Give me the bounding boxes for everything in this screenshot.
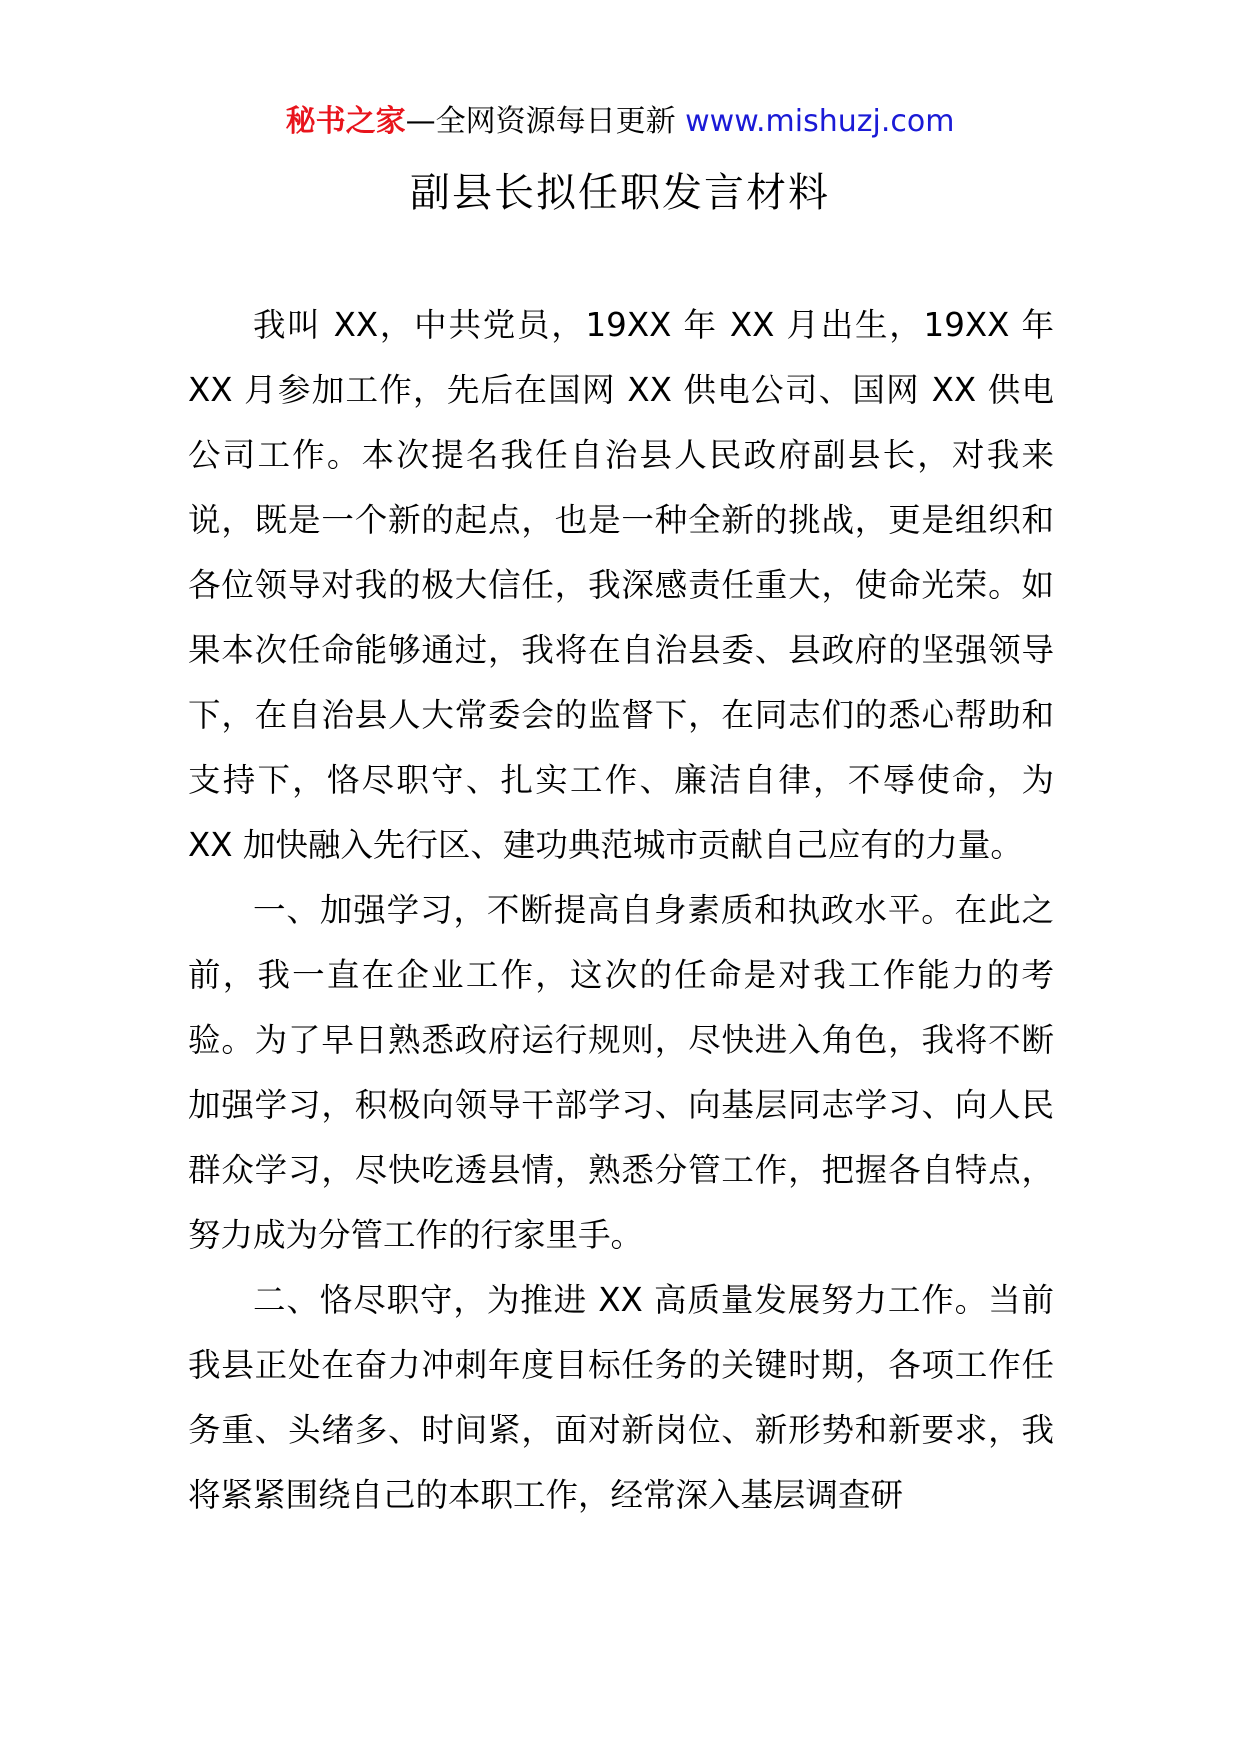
site-header xyxy=(0,100,1240,144)
intro-paragraph xyxy=(188,293,1054,878)
section-two-paragraph xyxy=(188,1268,1054,1528)
paragraph-text: 在此之前，我一直在企业工作，这次的任命是对我工作能力的考验。为了早日熟悉政府运行规则，尽快进入角色，我将不断加强学习，积极向领导干部学习、向基层同志学习、向人民群众学习，尽快吃透县情，熟悉分管工作，把握各自特点，努力成为分管工作的行家里手。 xyxy=(188,891,1054,1254)
paragraph-text: 我叫 XX，中共党员，19XX 年 XX 月出生，19XX 年 XX 月参加工作，先后在国网 XX 供电公司、国网 XX 供电公司工作。本次提名我任自治县人民政府副县长，对我来说，既是一个新的起点，也是一种全新的挑战，更是组织和各位领导对我的极大信任，我深感责任重大，使命光荣。如果本次任命能够通过，我将在自治县委、县政府的坚强领导下，在自治县人大常委会的监督下，在同志们的悉心帮助和支持下，恪尽职守、扎实工作、廉洁自律，不辱使命，为 XX 加快融入先行区、建功典范城市贡献自己应有的力量。 xyxy=(188,306,1054,864)
document-title: 副县长拟任职发言材料 xyxy=(410,170,830,216)
paragraph-text: 当前我县正处在奋力冲刺年度目标任务的关键时期，各项工作任务重、头绪多、时间紧，面对新岗位、新形势和新要求，我将紧紧围绕自己的本职工作，经常深入基层调查研 xyxy=(188,1281,1054,1514)
document-body xyxy=(188,293,1054,1528)
section-one-paragraph xyxy=(188,878,1054,1268)
header-tagline: —全网资源每日更新 xyxy=(405,104,686,139)
section-heading: 二、恪尽职守，为推进 XX 高质量发展努力工作。 xyxy=(253,1281,989,1319)
brand-name: 秘书之家 xyxy=(285,104,406,139)
site-url-link[interactable]: www.mishuzj.com xyxy=(685,104,955,139)
section-heading: 一、加强学习，不断提高自身素质和执政水平。 xyxy=(253,891,955,929)
